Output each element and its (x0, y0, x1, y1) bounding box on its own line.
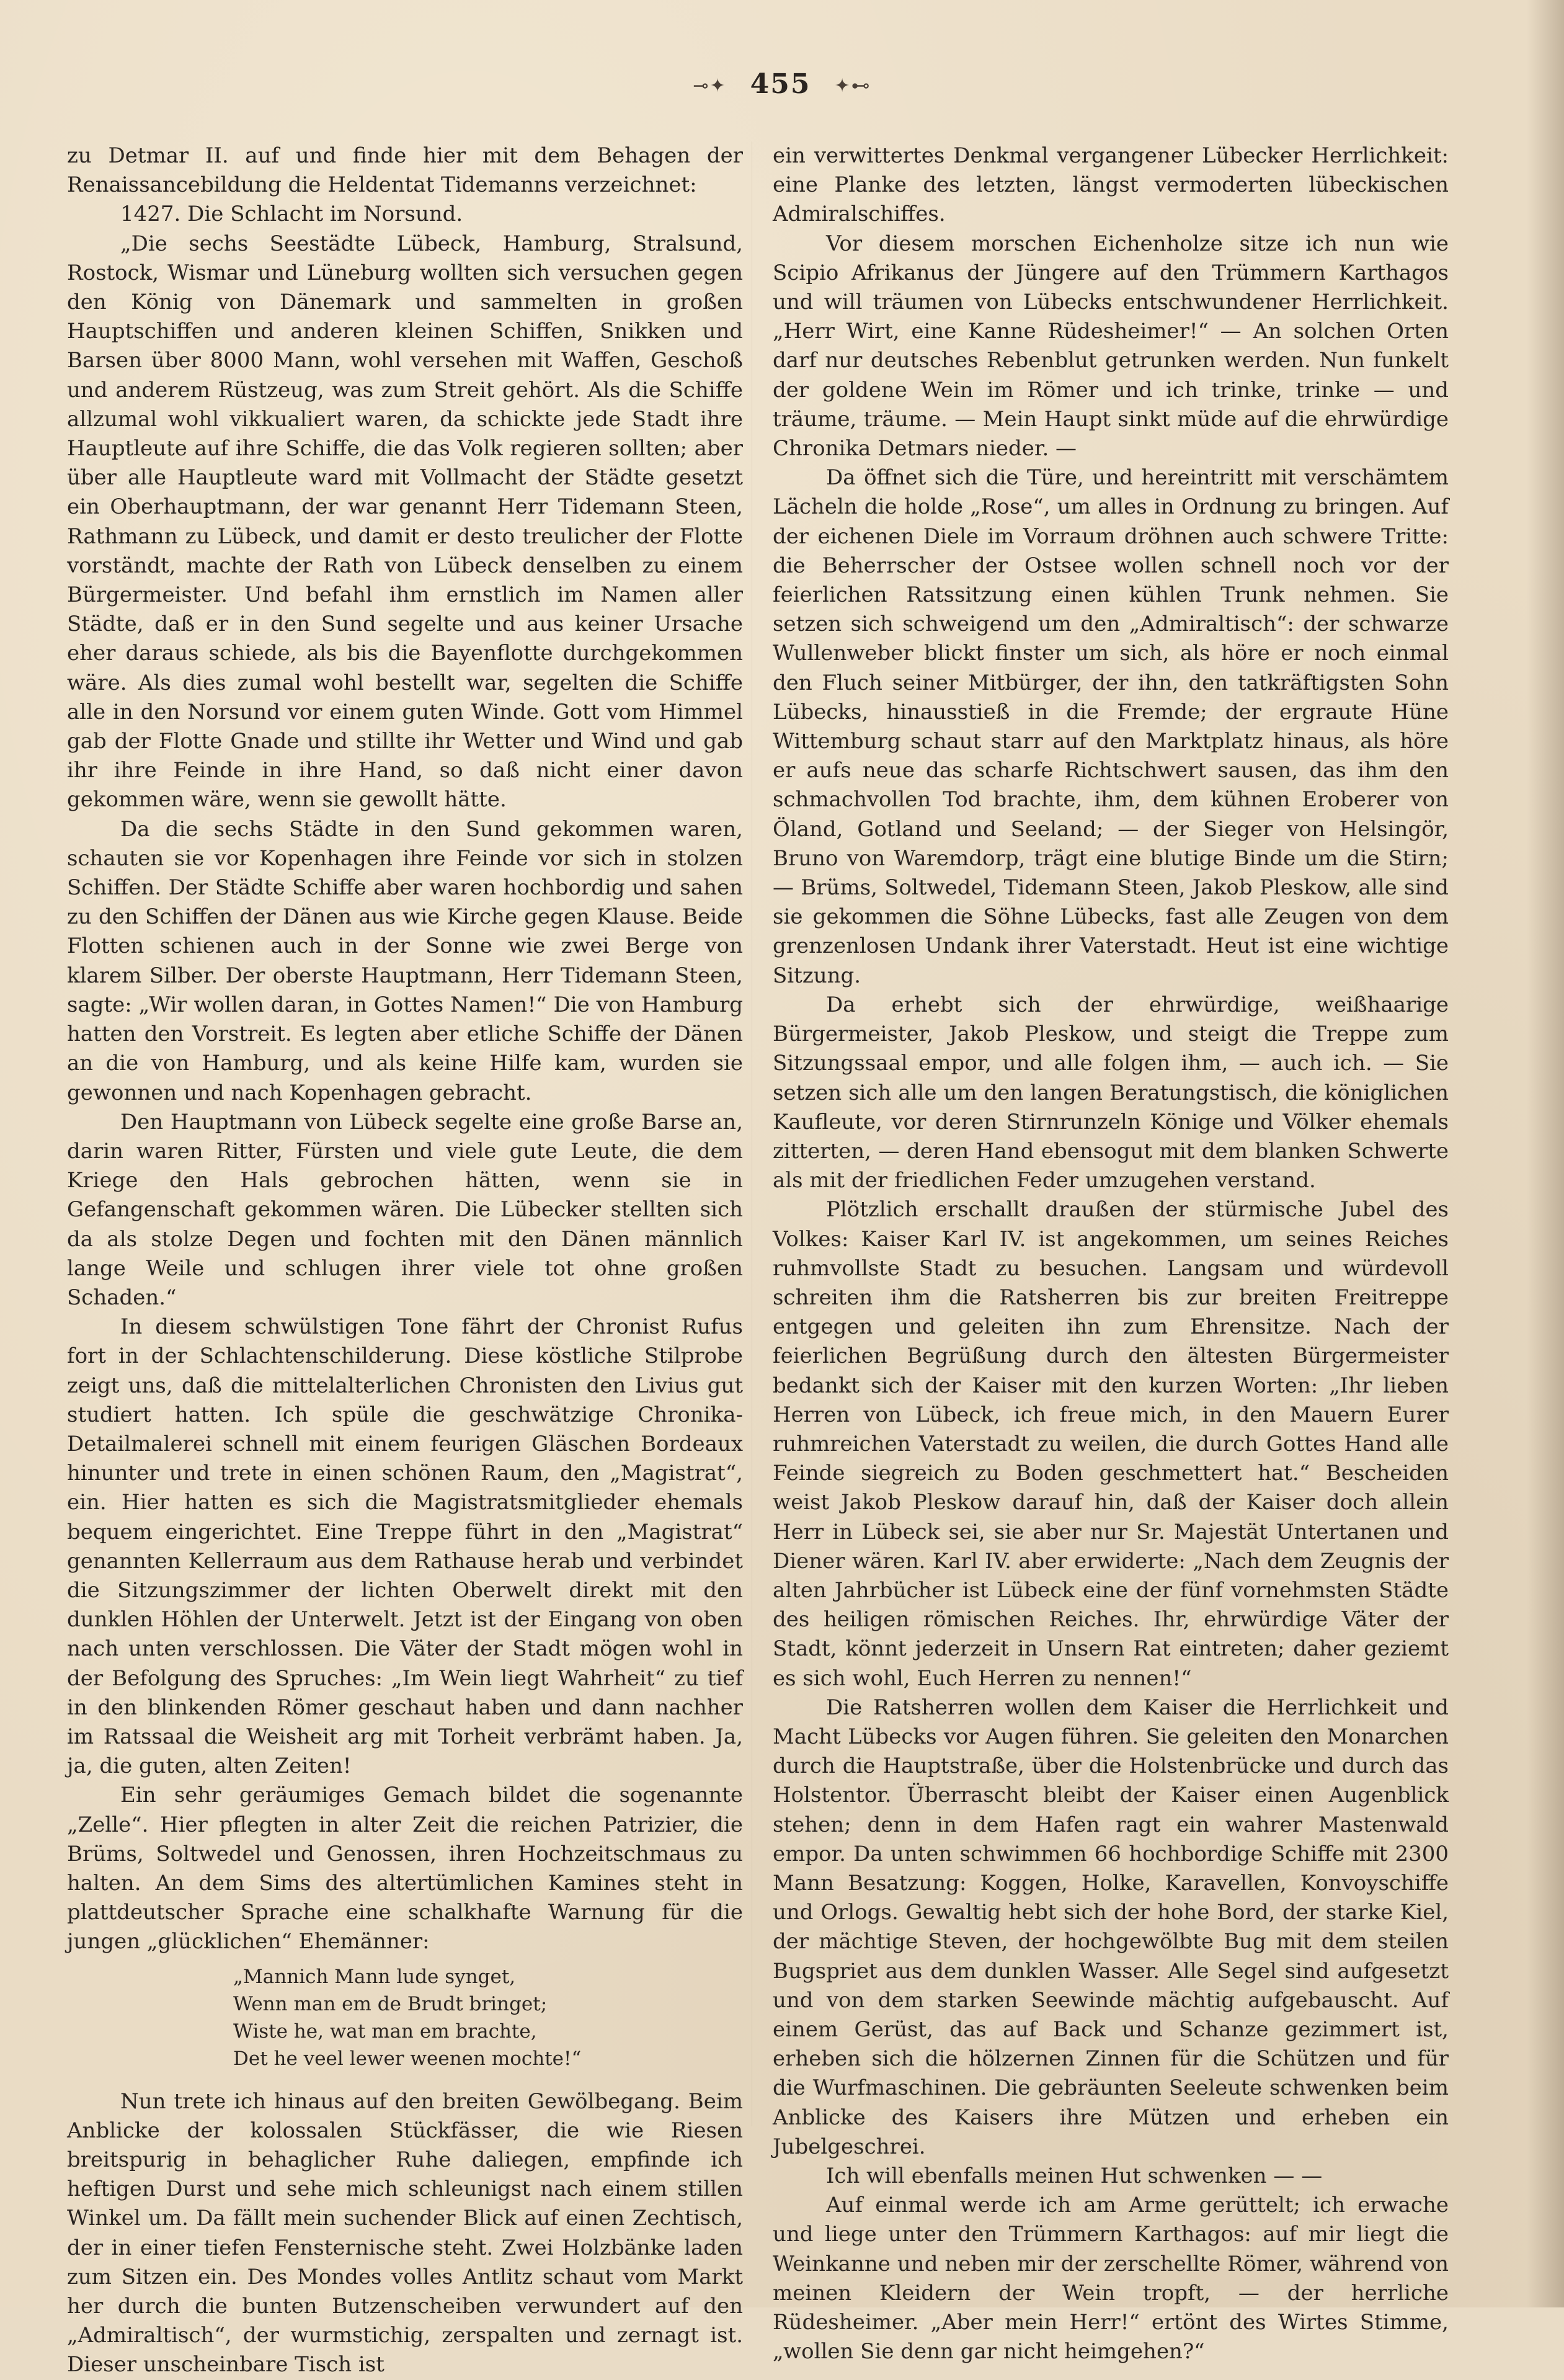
paragraph: Da erhebt sich der ehrwürdige, weißhaarige Bürgermeister, Jakob Pleskow, und steigt die Treppe zum Sitzungssaal empor, und alle folgen ihm, — auch ich. — Sie setzen sich alle um den langen Beratungstisch, die königlichen Kaufleute, vor deren Stirnrunzeln Könige und Völker ehemals zitterten, — deren Hand ebensogut mit dem blanken Schwerte als mit der friedlichen Feder umzugehen verstand. (773, 992, 1449, 1193)
chapter-heading: 1427. Die Schlacht im Norsund. (120, 202, 463, 227)
paragraph: zu Detmar II. auf und finde hier mit dem Behagen der Renaissancebildung die Heldentat Tidemanns verzeichnet: (67, 143, 743, 198)
verse-block (233, 1963, 743, 2072)
paragraph: ein verwittertes Denkmal vergangener Lübecker Herrlichkeit: eine Planke des letzten, längst vermoderten lübeckischen Admiralschiffes. (773, 143, 1449, 227)
paragraph: Vor diesem morschen Eichenholze sitze ich nun wie Scipio Afrikanus der Jüngere auf den Trümmern Karthagos und will träumen von Lübecks entschwundener Herrlichkeit. „Herr Wirt, eine Kanne Rüdesheimer!“ — An solchen Orten darf nur deutsches Rebenblut getrunken werden. Nun funkelt der goldene Wein im Römer und ich trinke, trinke — und träume, träume. — Mein Haupt sinkt müde auf die ehrwürdige Chronika Detmars nieder. — (773, 231, 1449, 461)
paragraph: Ein sehr geräumiges Gemach bildet die sogenannte „Zelle“. Hier pflegten in alter Zeit die reichen Patrizier, die Brüms, Soltwedel und Genossen, ihren Hochzeitschmaus zu halten. An dem Sims des altertümlichen Kamines steht in plattdeutscher Sprache eine schalkhafte Warnung für die jungen „glücklichen“ Ehemänner: (67, 1783, 743, 1954)
paragraph: Da öffnet sich die Türe, und hereintritt mit verschämtem Lächeln die holde „Rose“, um alles in Ordnung zu bringen. Auf der eichenen Diele im Vorraum dröhnen auch schwere Tritte: die Beherrscher der Ostsee wollen schnell noch vor der feierlichen Ratssitzung einen kühlen Trunk nehmen. Sie setzen sich schweigend um den „Admiraltisch“: der schwarze Wullenweber blickt finster um sich, als höre er noch einmal den Fluch seiner Mitbürger, der ihn, den tatkräftigsten Sohn Lübecks, hinausstieß in die Fremde; der ergraute Hüne Wittemburg schaut starr auf den Marktplatz hinaus, als höre er aufs neue das scharfe Richtschwert sausen, das ihm den schmachvollen Tod brachte, ihm, dem kühnen Eroberer von Öland, Gotland und Seeland; — der Sieger von Helsingör, Bruno von Waremdorp, trägt eine blutige Binde um die Stirn; — Brüms, Soltwedel, Tidemann Steen, Jakob Pleskow, alle sind sie gekommen die Söhne Lübecks, fast alle Zeugen von dem grenzenlosen Undank ihrer Vaterstadt. Heut ist eine wichtige Sitzung. (773, 465, 1449, 988)
left-column (67, 141, 743, 2380)
paragraph: Die Ratsherren wollen dem Kaiser die Herrlichkeit und Macht Lübecks vor Augen führen. Sie geleiten den Monarchen durch die Hauptstraße, über die Holstenbrücke und durch das Holstentor. Überrascht bleibt der Kaiser einen Augenblick stehen; denn in dem Hafen ragt ein wahrer Mastenwald empor. Da unten schwimmen 66 hochbordige Schiffe mit 2300 Mann Besatzung: Koggen, Holke, Karavellen, Konvoyschiffe und Orlogs. Gewaltig hebt sich der hohe Bord, der starke Kiel, der mächtige Steven, der hochgewölbte Bug mit dem steilen Bugspriet aus dem dunklen Wasser. Alle Segel sind aufgesetzt und von dem starken Seewinde mächtig aufgebauscht. Auf einem Gerüst, das auf Back und Schanze gezimmert ist, erheben sich die hölzernen Zinnen für die Schützen und für die Wurfmaschinen. Die gebräunten Seeleute schwenken beim Anblicke des Kaisers ihre Mützen und erheben ein Jubelgeschrei. (773, 1695, 1449, 2159)
page-number: 455 (750, 68, 811, 100)
paragraph: Ich will ebenfalls meinen Hut schwenken — — (826, 2164, 1323, 2189)
verse-line: Wiste he, wat man em brachte, (233, 2020, 537, 2043)
verse-line: Det he veel lewer weenen mochte!“ (233, 2047, 582, 2070)
paragraph: Den Hauptmann von Lübeck segelte eine große Barse an, darin waren Ritter, Fürsten und viele gute Leute, die dem Kriege den Hals gebrochen hätten, wenn sie in Gefangenschaft gekommen wären. Die Lübecker stellten sich da als stolze Degen und fochten mit den Dänen männlich lange Weile und schlugen ihrer viele tot ohne großen Schaden.“ (67, 1109, 743, 1310)
ornament-right-icon: ✦⊷ (834, 75, 871, 97)
paragraph: „Die sechs Seestädte Lübeck, Hamburg, Stralsund, Rostock, Wismar und Lüneburg wollten sich versuchen gegen den König von Dänemark und sammelten in großen Hauptschiffen und anderen kleinen Schiffen, Snikken und Barsen über 8000 Mann, wohl versehen mit Waffen, Geschoß und anderem Rüstzeug, was zum Streit gehört. Als die Schiffe allzumal wohl vikkualiert waren, da schickte jede Stadt ihre Hauptleute auf ihre Schiffe, die das Volk regieren sollten; aber über alle Hauptleute ward mit Vollmacht der Städte gesetzt ein Oberhauptmann, der war genannt Herr Tidemann Steen, Rathmann zu Lübeck, und damit er desto treulicher der Flotte vorständt, machte der Rath von Lübeck denselben zu einem Bürgermeister. Und befahl ihm ernstlich im Namen aller Städte, daß er in den Sund segelte und aus keiner Ursache eher daraus schiede, als bis die Bayenflotte durchgekommen wäre. Als dies zumal wohl bestellt war, segelten die Schiffe alle in den Norsund vor einem guten Winde. Gott vom Himmel gab der Flotte Gnade und stillte ihr Wetter und Wind und gab ihr ihre Feinde in ihre Hand, so daß nicht einer davon gekommen wäre, wenn sie gewollt hätte. (67, 231, 743, 813)
page-edge-shadow (1527, 0, 1564, 2307)
paragraph: Nun trete ich hinaus auf den breiten Gewölbegang. Beim Anblicke der kolossalen Stückfässer, die wie Riesen breitspurig in behaglicher Ruhe daliegen, empfinde ich heftigen Durst und sehe mich schleunigst nach einem stillen Winkel um. Da fällt mein suchender Blick auf einen Zechtisch, der in einer tiefen Fensternische steht. Zwei Holzbänke laden zum Sitzen ein. Des Mondes volles Antlitz schaut vom Markt her durch die bunten Butzenscheiben verwundert auf den „Admiraltisch“, der wurmstichig, zerspalten und zernagt ist. Dieser unscheinbare Tisch ist (67, 2088, 743, 2378)
verse-line: „Mannich Mann lude synget, (233, 1965, 516, 1988)
paragraph: Auf einmal werde ich am Arme gerüttelt; ich erwache und liege unter den Trümmern Karthagos: auf mir liegt die Weinkanne und neben mir der zerschellte Römer, während von meinen Kleidern der Wein tropft, — der herrliche Rüdesheimer. „Aber mein Herr!“ ertönt des Wirtes Stimme, „wollen Sie denn gar nicht heimgehen?“ (773, 2193, 1449, 2364)
right-column (773, 141, 1449, 2366)
paragraph: Da die sechs Städte in den Sund gekommen waren, schauten sie vor Kopenhagen ihre Feinde vor sich in stolzen Schiffen. Der Städte Schiffe aber waren hochbordig und sahen zu den Schiffen der Dänen aus wie Kirche gegen Klause. Beide Flotten schienen auch in der Sonne wie zwei Berge von klarem Silber. Der oberste Hauptmann, Herr Tidemann Steen, sagte: „Wir wollen daran, in Gottes Namen!“ Die von Hamburg hatten den Vorstreit. Es legten aber etliche Schiffe der Dänen an die von Hamburg, und als keine Hilfe kam, wurden sie gewonnen und nach Kopenhagen gebracht. (67, 816, 743, 1105)
ornament-left-icon: ⊸✦ (693, 75, 727, 97)
page-header (0, 68, 1564, 100)
paragraph: In diesem schwülstigen Tone fährt der Chronist Rufus fort in der Schlachtenschilderung. Diese köstliche Stilprobe zeigt uns, daß die mittelalterlichen Chronisten den Livius gut studiert hatten. Ich spüle die geschwätzige Chronika-Detailmalerei schnell mit einem feurigen Gläschen Bordeaux hinunter und trete in einen schönen Raum, den „Magistrat“, ein. Hier hatten es sich die Magistratsmitglieder ehemals bequem eingerichtet. Eine Treppe führt in den „Magistrat“ genannten Kellerraum aus dem Rathause herab und verbindet die Sitzungszimmer der lichten Oberwelt direkt mit den dunklen Höhlen der Unterwelt. Jetzt ist der Eingang von oben nach unten verschlossen. Die Väter der Stadt mögen wohl in der Befolgung des Spruches: „Im Wein liegt Wahrheit“ zu tief in den blinkenden Römer geschaut haben und dann nachher im Ratssaal die Weisheit arg mit Torheit verbrämt haben. Ja, ja, die guten, alten Zeiten! (67, 1314, 743, 1779)
paragraph: Plötzlich erschallt draußen der stürmische Jubel des Volkes: Kaiser Karl IV. ist angekommen, um seines Reiches ruhmvollste Stadt zu besuchen. Langsam und würdevoll schreiten ihm die Ratsherren bis zur breiten Freitreppe entgegen und geleiten ihn zum Ehrensitze. Nach der feierlichen Begrüßung durch den ältesten Bürgermeister bedankt sich der Kaiser mit den kurzen Worten: „Ihr lieben Herren von Lübeck, ich freue mich, in den Mauern Eurer ruhmreichen Vaterstadt zu weilen, die durch Gottes Hand alle Feinde siegreich zu Boden geschmettert hat.“ Bescheiden weist Jakob Pleskow darauf hin, daß der Kaiser doch allein Herr in Lübeck sei, sie aber nur Sr. Majestät Untertanen und Diener wären. Karl IV. aber erwiderte: „Nach dem Zeugnis der alten Jahrbücher ist Lübeck eine der fünf vornehmsten Städte des heiligen römischen Reiches. Ihr, ehrwürdige Väter der Stadt, könnt jederzeit in Unsern Rat eintreten; daher geziemt es sich wohl, Euch Herren zu nennen!“ (773, 1197, 1449, 1691)
verse-line: Wenn man em de Brudt bringet; (233, 1992, 548, 2015)
